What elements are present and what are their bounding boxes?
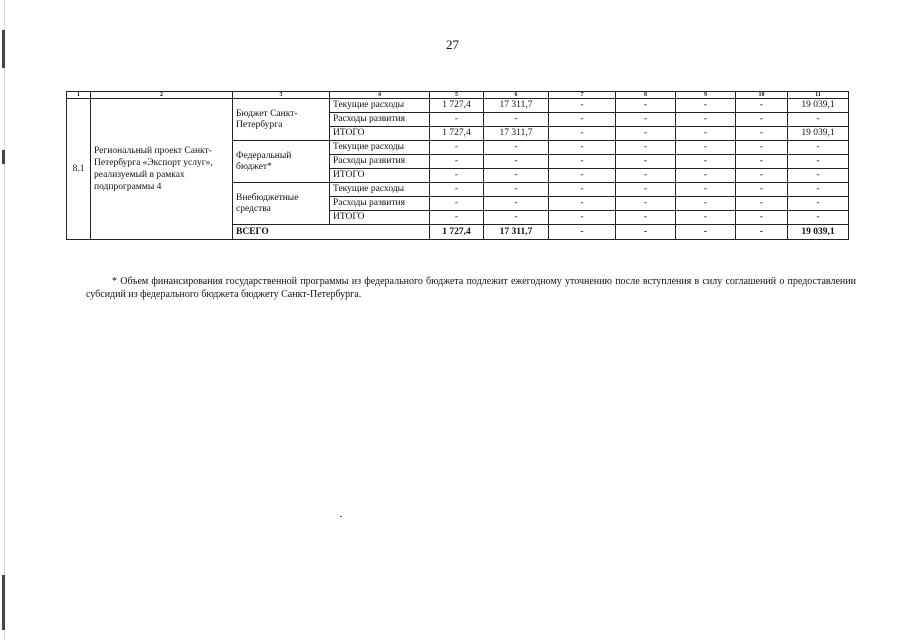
column-number-cell: 11 — [788, 92, 849, 99]
value-cell: - — [736, 169, 788, 183]
scan-edge-mark — [2, 575, 5, 630]
value-cell: - — [616, 183, 676, 197]
scan-edge-mark — [2, 150, 5, 164]
value-cell: - — [616, 211, 676, 225]
total-value-cell: 1 727,4 — [430, 225, 484, 240]
value-cell: - — [549, 183, 616, 197]
funding-source-cell: Федеральный бюджет* — [233, 141, 330, 183]
value-cell: - — [484, 141, 549, 155]
expense-type-cell: ИТОГО — [330, 211, 430, 225]
value-cell: - — [549, 99, 616, 113]
funding-source-cell: Бюджет Санкт-Петербурга — [233, 99, 330, 141]
column-number-cell: 9 — [676, 92, 736, 99]
column-number-cell: 10 — [736, 92, 788, 99]
value-cell: - — [484, 197, 549, 211]
total-value-cell: - — [549, 225, 616, 240]
value-cell: - — [736, 113, 788, 127]
value-cell: - — [788, 141, 849, 155]
value-cell: - — [549, 169, 616, 183]
column-number-cell: 6 — [484, 92, 549, 99]
value-cell: - — [430, 169, 484, 183]
value-cell: - — [736, 155, 788, 169]
value-cell: 19 039,1 — [788, 127, 849, 141]
column-number-cell: 5 — [430, 92, 484, 99]
value-cell: - — [736, 183, 788, 197]
page-number: 27 — [446, 37, 459, 52]
value-cell: - — [736, 141, 788, 155]
value-cell: - — [549, 211, 616, 225]
value-cell: - — [676, 113, 736, 127]
value-cell: - — [788, 183, 849, 197]
total-value-cell: 17 311,7 — [484, 225, 549, 240]
value-cell: - — [430, 155, 484, 169]
expense-type-cell: Расходы развития — [330, 197, 430, 211]
value-cell: - — [430, 197, 484, 211]
value-cell: - — [616, 155, 676, 169]
value-cell: - — [736, 197, 788, 211]
total-value-cell: - — [676, 225, 736, 240]
value-cell: - — [430, 211, 484, 225]
total-value-cell: - — [616, 225, 676, 240]
scan-edge-line — [4, 0, 5, 640]
value-cell: - — [676, 141, 736, 155]
expense-type-cell: Расходы развития — [330, 155, 430, 169]
value-cell: - — [616, 197, 676, 211]
column-number-cell: 1 — [67, 92, 91, 99]
value-cell: - — [616, 141, 676, 155]
value-cell: - — [549, 155, 616, 169]
expense-type-cell: Текущие расходы — [330, 141, 430, 155]
value-cell: 19 039,1 — [788, 99, 849, 113]
value-cell: - — [736, 211, 788, 225]
value-cell: 17 311,7 — [484, 127, 549, 141]
column-number-cell: 7 — [549, 92, 616, 99]
value-cell: - — [549, 197, 616, 211]
value-cell: - — [676, 169, 736, 183]
financing-table — [66, 91, 849, 240]
value-cell: 1 727,4 — [430, 127, 484, 141]
value-cell: - — [676, 155, 736, 169]
value-cell: - — [549, 141, 616, 155]
code-cell: 8.1 — [67, 99, 91, 240]
table-header-row — [67, 92, 849, 99]
value-cell: - — [484, 183, 549, 197]
expense-type-cell: Текущие расходы — [330, 183, 430, 197]
value-cell: - — [484, 155, 549, 169]
value-cell: - — [484, 113, 549, 127]
value-cell: - — [676, 127, 736, 141]
value-cell: - — [788, 211, 849, 225]
value-cell: - — [616, 99, 676, 113]
column-number-cell: 3 — [233, 92, 330, 99]
value-cell: - — [788, 169, 849, 183]
value-cell: - — [616, 113, 676, 127]
value-cell: - — [430, 183, 484, 197]
value-cell: - — [788, 155, 849, 169]
value-cell: - — [430, 113, 484, 127]
table-row — [67, 99, 849, 113]
value-cell: - — [676, 99, 736, 113]
total-value-cell: 19 039,1 — [788, 225, 849, 240]
expense-type-cell: Текущие расходы — [330, 99, 430, 113]
value-cell: - — [736, 99, 788, 113]
expense-type-cell: Расходы развития — [330, 113, 430, 127]
value-cell: - — [616, 127, 676, 141]
funding-source-cell: Внебюджетные средства — [233, 183, 330, 225]
column-number-cell: 8 — [616, 92, 676, 99]
value-cell: - — [484, 211, 549, 225]
scan-speck — [340, 516, 342, 517]
value-cell: - — [788, 197, 849, 211]
value-cell: - — [549, 127, 616, 141]
value-cell: - — [549, 113, 616, 127]
value-cell: - — [676, 183, 736, 197]
value-cell: - — [676, 197, 736, 211]
value-cell: - — [676, 211, 736, 225]
total-value-cell: - — [736, 225, 788, 240]
total-label-cell: ВСЕГО — [233, 225, 430, 240]
column-number-cell: 2 — [91, 92, 233, 99]
value-cell: 1 727,4 — [430, 99, 484, 113]
column-number-cell: 4 — [330, 92, 430, 99]
footnote: * Объем финансирования государственной программы из федерального бюджета подлежит ежегодному уточнению после вступления в силу соглашений о предоставлении субсидий из федерального бюджета бюджету Санкт-Петербурга. — [86, 276, 856, 300]
value-cell: 17 311,7 — [484, 99, 549, 113]
expense-type-cell: ИТОГО — [330, 169, 430, 183]
value-cell: - — [484, 169, 549, 183]
value-cell: - — [736, 127, 788, 141]
description-cell: Региональный проект Санкт-Петербурга «Экспорт услуг», реализуемый в рамках подпрограммы 4 — [91, 99, 233, 240]
value-cell: - — [430, 141, 484, 155]
expense-type-cell: ИТОГО — [330, 127, 430, 141]
value-cell: - — [616, 169, 676, 183]
value-cell: - — [788, 113, 849, 127]
